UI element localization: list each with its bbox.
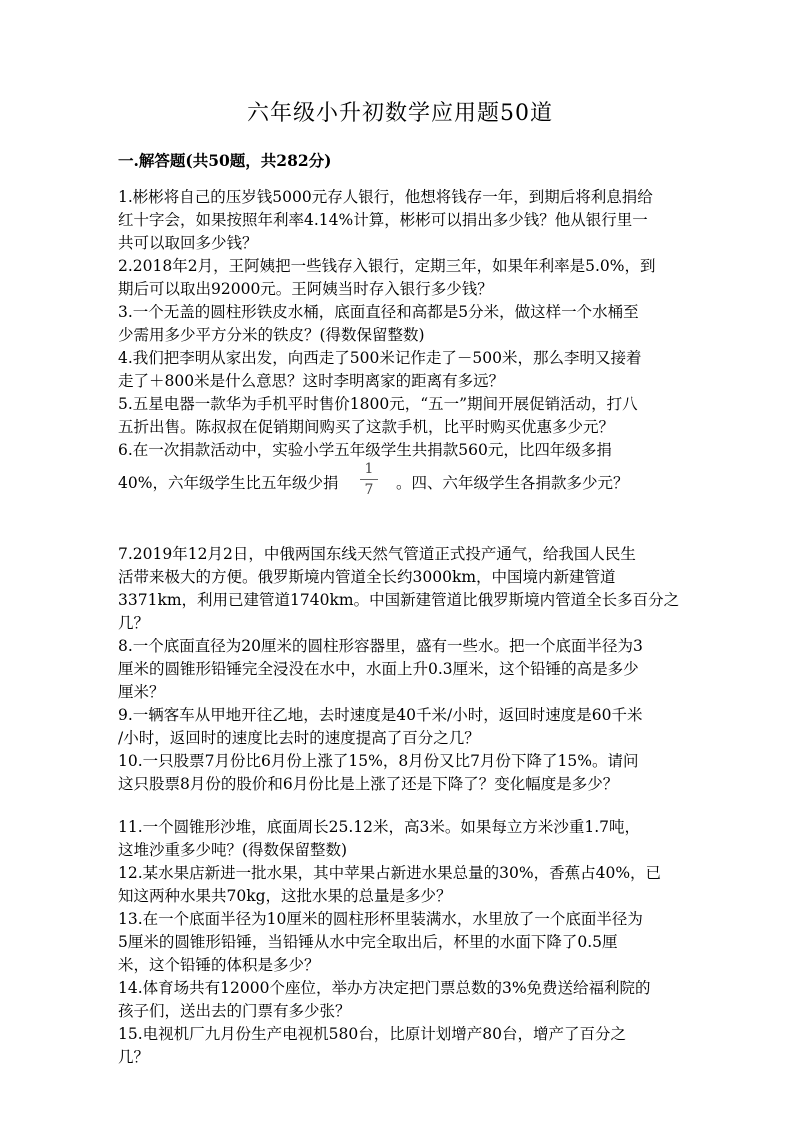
text-line: 13.在一个底面半径为10厘米的圆柱形杯里装满水，水里放了一个底面半径为 [118,910,643,928]
page-title: 六年级小升初数学应用题50道 [247,101,553,126]
text-line: 3371km，利用已建管道1740km。中国新建管道比俄罗斯境内管道全长多百分之 [118,591,680,609]
text-line: 15.电视机厂九月份生产电视机580台，比原计划增产80台，增产了百分之 [118,1025,626,1043]
text-line: 红十字会，如果按照年利率4.14%计算，彬彬可以捐出多少钱？他从银行里一 [118,211,648,229]
text-line: 共可以取回多少钱？ [118,234,258,252]
text-line: 期后可以取出92000元。王阿姨当时存入银行多少钱？ [118,280,493,298]
text-line: 厘米？ [118,683,165,701]
text-line: 5.五星电器一款华为手机平时售价1800元，“五一”期间开展促销活动，打八 [118,395,638,413]
text-line: 活带来极大的方便。俄罗斯境内管道全长约3000km，中国境内新建管道 [118,568,616,586]
text-line: 。四、六年级学生各捐款多少元？ [396,474,629,492]
fraction-denominator: 7 [364,482,374,498]
text-line: 6.在一次捐款活动中，实验小学五年级学生共捐款560元，比四年级多捐 [118,441,612,459]
text-line: 厘米的圆锥形铅锤完全浸没在水中，水面上升0.3厘米，这个铅锤的高是多少 [118,660,639,678]
text-line: 几？ [118,1048,150,1066]
text-line: 这堆沙重多少吨？(得数保留整数) [118,841,348,859]
text-line: 3.一个无盖的圆柱形铁皮水桶，底面直径和高都是5分米，做这样一个水桶至 [118,303,639,321]
fraction [360,460,378,499]
section-heading: 一.解答题(共50题，共282分) [118,151,332,170]
text-line: 8.一个底面直径为20厘米的圆柱形容器里，盛有一些水。把一个底面半径为3 [118,637,643,655]
text-line: 这只股票8月份的股价和6月份比是上涨了还是下降了？变化幅度是多少？ [118,775,619,793]
fraction-numerator: 1 [364,461,374,477]
text-line: 米，这个铅锤的体积是多少？ [118,956,320,974]
text-line: 14.体育场共有12000个座位，举办方决定把门票总数的3%免费送给福利院的 [118,979,651,997]
text-line: 知这两种水果共70kg，这批水果的总量是多少？ [118,887,452,905]
text-line: 40%，六年级学生比五年级少捐 [118,474,339,492]
text-line: 2.2018年2月，王阿姨把一些钱存入银行，定期三年，如果年利率是5.0%，到 [118,257,656,275]
text-line: 走了＋800米是什么意思？这时李明离家的距离有多远？ [118,372,505,390]
text-line: 孩子们，送出去的门票有多少张？ [118,1002,351,1020]
text-line: /小时，返回时的速度比去时的速度提高了百分之几？ [118,729,480,747]
text-line: 5厘米的圆锥形铅锤，当铅锤从水中完全取出后，杯里的水面下降了0.5厘 [118,933,618,951]
text-line: 7.2019年12月2日，中俄两国东线天然气管道正式投产通气，给我国人民生 [118,545,636,563]
text-line: 11.一个圆锥形沙堆，底面周长25.12米，高3米。如果每立方米沙重1.7吨， [118,818,641,836]
fraction-bar [360,479,378,480]
text-line: 4.我们把李明从家出发，向西走了500米记作走了－500米，那么李明又接着 [118,349,642,367]
text-line: 10.一只股票7月份比6月份上涨了15%，8月份又比7月份下降了15%。请问 [118,752,639,770]
text-line: 几？ [118,614,150,632]
text-line: 少需用多少平方分米的铁皮？(得数保留整数) [118,326,425,344]
text-line: 五折出售。陈叔叔在促销期间购买了这款手机，比平时购买优惠多少元？ [118,418,615,436]
text-line: 1.彬彬将自己的压岁钱5000元存人银行，他想将钱存一年，到期后将利息捐给 [118,188,653,206]
text-line: 12.某水果店新进一批水果，其中苹果占新进水果总量的30%，香蕉占40%，已 [118,864,662,882]
text-line: 9.一辆客车从甲地开往乙地，去时速度是40千米/小时，返回时速度是60千米 [118,706,643,724]
